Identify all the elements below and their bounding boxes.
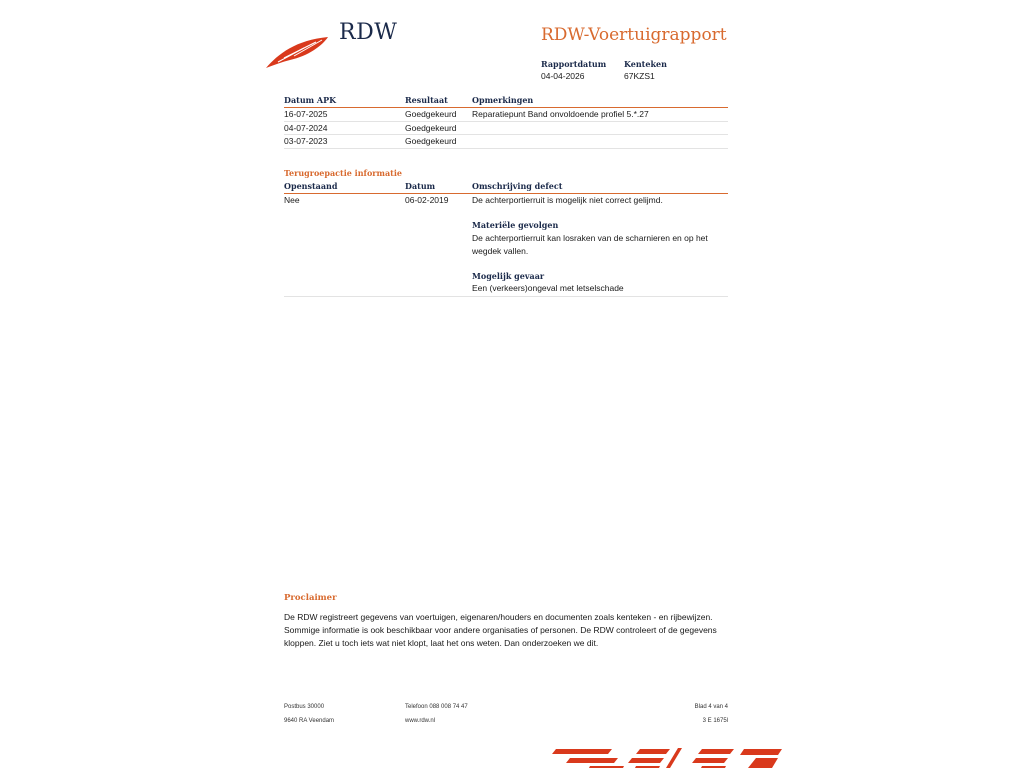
- consequences-text: De achterportierruit kan losraken van de scharnieren en op het wegdek vallen.: [472, 233, 708, 256]
- recall-section-title: Terugroepactie informatie: [284, 168, 402, 178]
- apk-header-date: Datum APK: [284, 95, 337, 105]
- recall-date-value: 06-02-2019: [405, 195, 449, 205]
- brand-name: RDW: [339, 20, 398, 45]
- footer-page-number: Blad 4 van 4: [694, 704, 728, 710]
- recall-header-open: Openstaand: [284, 181, 338, 191]
- apk-date: 03-07-2023: [284, 136, 328, 146]
- plate-label: Kenteken: [624, 59, 667, 69]
- table-row: [284, 108, 728, 122]
- danger-label: Mogelijk gevaar: [472, 271, 545, 281]
- recall-defect-value: De achterportierruit is mogelijk niet correct gelijmd.: [472, 195, 663, 205]
- table-row: [284, 135, 728, 149]
- recall-open-value: Nee: [284, 195, 300, 205]
- plate-value: 67KZS1: [624, 71, 655, 81]
- footer-address-line2: 9640 RA Veendam: [284, 718, 335, 724]
- apk-date: 04-07-2024: [284, 122, 328, 133]
- recall-header-defect: Omschrijving defect: [472, 181, 563, 191]
- disclaimer-text: De RDW registreert gegevens van voertuigen, eigenaren/houders en documenten zoals kenteken - en rijbewijzen. Sommige informatie is ook beschikbaar voor andere organisaties of personen. De RDW controleert of de gegevens kloppen. Ziet u toch iets wat niet klopt, laat het ons weten. Dan onderzoeken we dit.: [284, 612, 717, 648]
- apk-header-remarks: Opmerkingen: [472, 95, 534, 105]
- apk-header-result: Resultaat: [405, 95, 448, 105]
- danger-text: Een (verkeers)ongeval met letselschade: [472, 283, 624, 293]
- report-date-block: [541, 58, 606, 82]
- apk-result: Goedgekeurd: [405, 136, 457, 146]
- apk-table: [284, 95, 728, 149]
- footer-doc-code: 3 E 1675l: [702, 718, 728, 724]
- recall-row: [284, 194, 728, 297]
- report-date-label: Rapportdatum: [541, 59, 607, 69]
- decorative-stripes-icon: [552, 746, 784, 768]
- recall-table-header: [284, 181, 728, 194]
- rdw-logo-icon: [264, 32, 330, 70]
- apk-table-header: [284, 95, 728, 108]
- disclaimer-title: Proclaimer: [284, 593, 337, 603]
- apk-date: 16-07-2025: [284, 109, 328, 119]
- apk-remarks: Reparatiepunt Band onvoldoende profiel 5.*.27: [472, 109, 649, 119]
- document-title: RDW-Voertuigrapport: [541, 25, 727, 45]
- footer-website[interactable]: www.rdw.nl: [405, 718, 436, 724]
- apk-result: Goedgekeurd: [405, 122, 457, 133]
- consequences-label: Materiële gevolgen: [472, 220, 559, 230]
- report-date-value: 04-04-2026: [541, 71, 585, 81]
- footer-phone: Telefoon 088 008 74 47: [405, 704, 468, 710]
- recall-header-date: Datum: [405, 181, 436, 191]
- plate-block: [624, 58, 667, 82]
- table-row: [284, 122, 728, 136]
- apk-result: Goedgekeurd: [405, 109, 457, 119]
- footer-address-line1: Postbus 30000: [284, 704, 325, 710]
- recall-table: [284, 181, 728, 297]
